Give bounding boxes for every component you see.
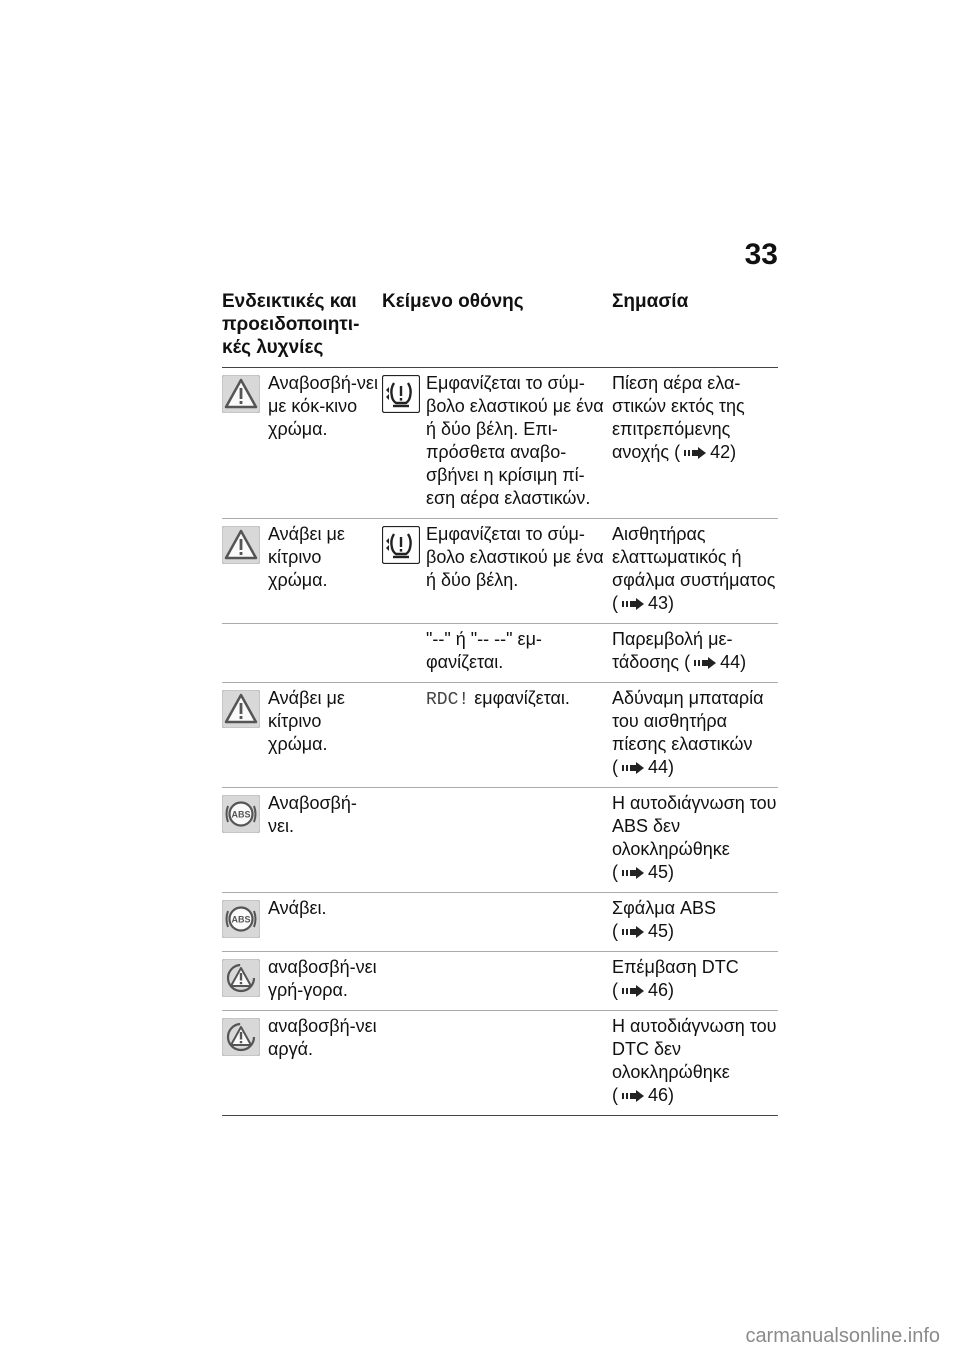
display-icon-slot <box>382 628 426 674</box>
display-text-cell <box>382 1015 612 1107</box>
display-icon-slot <box>382 956 426 1002</box>
page-reference[interactable]: ( 45) <box>612 921 675 941</box>
indicator-icon-slot <box>222 792 262 884</box>
reference-arrow-icon <box>622 867 644 879</box>
watermark: carmanualsonline.info <box>745 1325 940 1347</box>
indicator-cell <box>222 792 382 884</box>
meaning-text: Αισθητήρας ελαττωματικός ή σφάλμα συστήματος <box>612 524 776 590</box>
page-reference[interactable]: ( 43) <box>612 593 675 613</box>
reference-arrow-icon <box>622 598 644 610</box>
table-row <box>222 683 778 788</box>
meaning-cell <box>612 1015 778 1107</box>
display-text <box>426 687 570 779</box>
indicator-icon-slot <box>222 372 262 510</box>
display-icon-slot <box>382 1015 426 1107</box>
meaning-text: Σφάλμα ABS <box>612 898 717 918</box>
page-reference[interactable]: ( 44) <box>612 757 675 777</box>
indicator-cell <box>222 956 382 1002</box>
warning-triangle-icon <box>222 526 260 564</box>
header-meaning: Σημασία <box>612 291 689 312</box>
page-reference-number: 44) <box>720 652 747 672</box>
display-text-cell <box>382 628 612 674</box>
abs-icon <box>222 900 260 938</box>
header-indicator: Ενδεικτικές και προειδοποιητι-κές λυχνίες <box>222 291 360 358</box>
indicator-cell <box>222 523 382 615</box>
meaning-cell <box>612 372 778 510</box>
indicator-cell <box>222 687 382 779</box>
reference-arrow-icon <box>694 657 716 669</box>
indicator-icon-slot <box>222 687 262 779</box>
display-text-cell <box>382 956 612 1002</box>
display-text-cell <box>382 372 612 510</box>
abs-icon <box>222 795 260 833</box>
tire-pressure-icon <box>382 375 420 413</box>
indicator-text: Ανάβει. <box>268 898 327 918</box>
table-body <box>222 368 778 1116</box>
table-row <box>222 893 778 952</box>
reference-arrow-icon <box>684 447 706 459</box>
meaning-text: Πίεση αέρα ελα-στικών εκτός της επιτρεπόμενης ανοχής <box>612 373 745 462</box>
meaning-text: Αδύναμη μπαταρία του αισθητήρα πίεσης ελαστικών <box>612 688 764 754</box>
svg-text:ABS: ABS <box>231 914 251 925</box>
display-text-cell <box>382 687 612 779</box>
page-reference-number: 45) <box>648 921 675 941</box>
tire-pressure-icon <box>382 526 420 564</box>
reference-arrow-icon <box>622 926 644 938</box>
indicator-cell <box>222 1015 382 1107</box>
table-row <box>222 952 778 1011</box>
table-row <box>222 788 778 893</box>
meaning-cell <box>612 956 778 1002</box>
display-text-cell <box>382 897 612 943</box>
display-icon-slot <box>382 687 426 779</box>
indicator-icon-slot <box>222 628 262 674</box>
meaning-text: Η αυτοδιάγνωση του DTC δεν ολοκληρώθηκε <box>612 1016 777 1082</box>
table-header <box>222 290 778 368</box>
display-description: "--" ή "-- --" εμ-φανίζεται. <box>426 629 542 672</box>
reference-arrow-icon <box>622 1090 644 1102</box>
warning-triangle-icon <box>222 375 260 413</box>
page-reference[interactable]: ( 42) <box>674 442 737 462</box>
page-number: 33 <box>744 238 778 271</box>
display-icon-slot <box>382 792 426 884</box>
reference-arrow-icon <box>622 762 644 774</box>
page-reference-number: 44) <box>648 757 675 777</box>
meaning-text: Επέμβαση DTC <box>612 957 739 977</box>
indicator-text: αναβοσβή-νει γρή-γορα. <box>268 957 377 1000</box>
page-reference-number: 43) <box>648 593 675 613</box>
svg-text:ABS: ABS <box>231 809 251 820</box>
display-text <box>426 523 612 615</box>
display-description: εμφανίζεται. <box>469 688 570 708</box>
warning-triangle-icon <box>222 690 260 728</box>
indicator-text: αναβοσβή-νει αργά. <box>268 1016 377 1059</box>
page-reference[interactable]: ( 45) <box>612 862 675 882</box>
indicator-icon-slot <box>222 1015 262 1107</box>
indicator-text: Αναβοσβή-νει. <box>268 793 357 836</box>
page-reference-number: 46) <box>648 1085 675 1105</box>
meaning-cell <box>612 628 778 674</box>
table-row <box>222 624 778 683</box>
meaning-cell <box>612 897 778 943</box>
indicator-icon-slot <box>222 897 262 943</box>
page-reference-number: 46) <box>648 980 675 1000</box>
indicator-table <box>222 290 778 1116</box>
indicator-cell <box>222 372 382 510</box>
indicator-cell <box>222 897 382 943</box>
page-reference[interactable]: ( 46) <box>612 980 675 1000</box>
meaning-cell <box>612 687 778 779</box>
page-reference[interactable]: ( 44) <box>684 652 747 672</box>
table-row <box>222 519 778 624</box>
indicator-cell <box>222 628 382 674</box>
meaning-text: Η αυτοδιάγνωση του ABS δεν ολοκληρώθηκε <box>612 793 777 859</box>
display-code: RDC! <box>426 690 470 710</box>
table-row <box>222 1011 778 1116</box>
indicator-text: Αναβοσβή-νει με κόκ-κινο χρώμα. <box>268 373 378 439</box>
meaning-cell <box>612 792 778 884</box>
indicator-icon-slot <box>222 956 262 1002</box>
indicator-text: Ανάβει με κίτρινο χρώμα. <box>268 524 345 590</box>
indicator-text: Ανάβει με κίτρινο χρώμα. <box>268 688 345 754</box>
table-row <box>222 368 778 519</box>
indicator-text <box>262 628 268 674</box>
meaning-text: Παρεμβολή με-τάδοσης <box>612 629 733 672</box>
meaning-cell <box>612 523 778 615</box>
display-text-cell <box>382 792 612 884</box>
display-description: Εμφανίζεται το σύμ-βολο ελαστικού με ένα ή δύο βέλη. Επι-πρόσθετα αναβο-σβήνει η κρίσιμη πί-εση αέρα ελαστικών. <box>426 373 604 508</box>
display-text <box>426 628 612 674</box>
dtc-icon <box>222 959 260 997</box>
header-display-text: Κείμενο οθόνης <box>382 291 524 312</box>
display-description: Εμφανίζεται το σύμ-βολο ελαστικού με ένα ή δύο βέλη. <box>426 524 604 590</box>
display-text-cell <box>382 523 612 615</box>
indicator-icon-slot <box>222 523 262 615</box>
page-reference-number: 42) <box>710 442 737 462</box>
page-reference-number: 45) <box>648 862 675 882</box>
reference-arrow-icon <box>622 985 644 997</box>
dtc-icon <box>222 1018 260 1056</box>
display-icon-slot <box>382 897 426 943</box>
page-reference[interactable]: ( 46) <box>612 1085 675 1105</box>
display-text <box>426 372 612 510</box>
